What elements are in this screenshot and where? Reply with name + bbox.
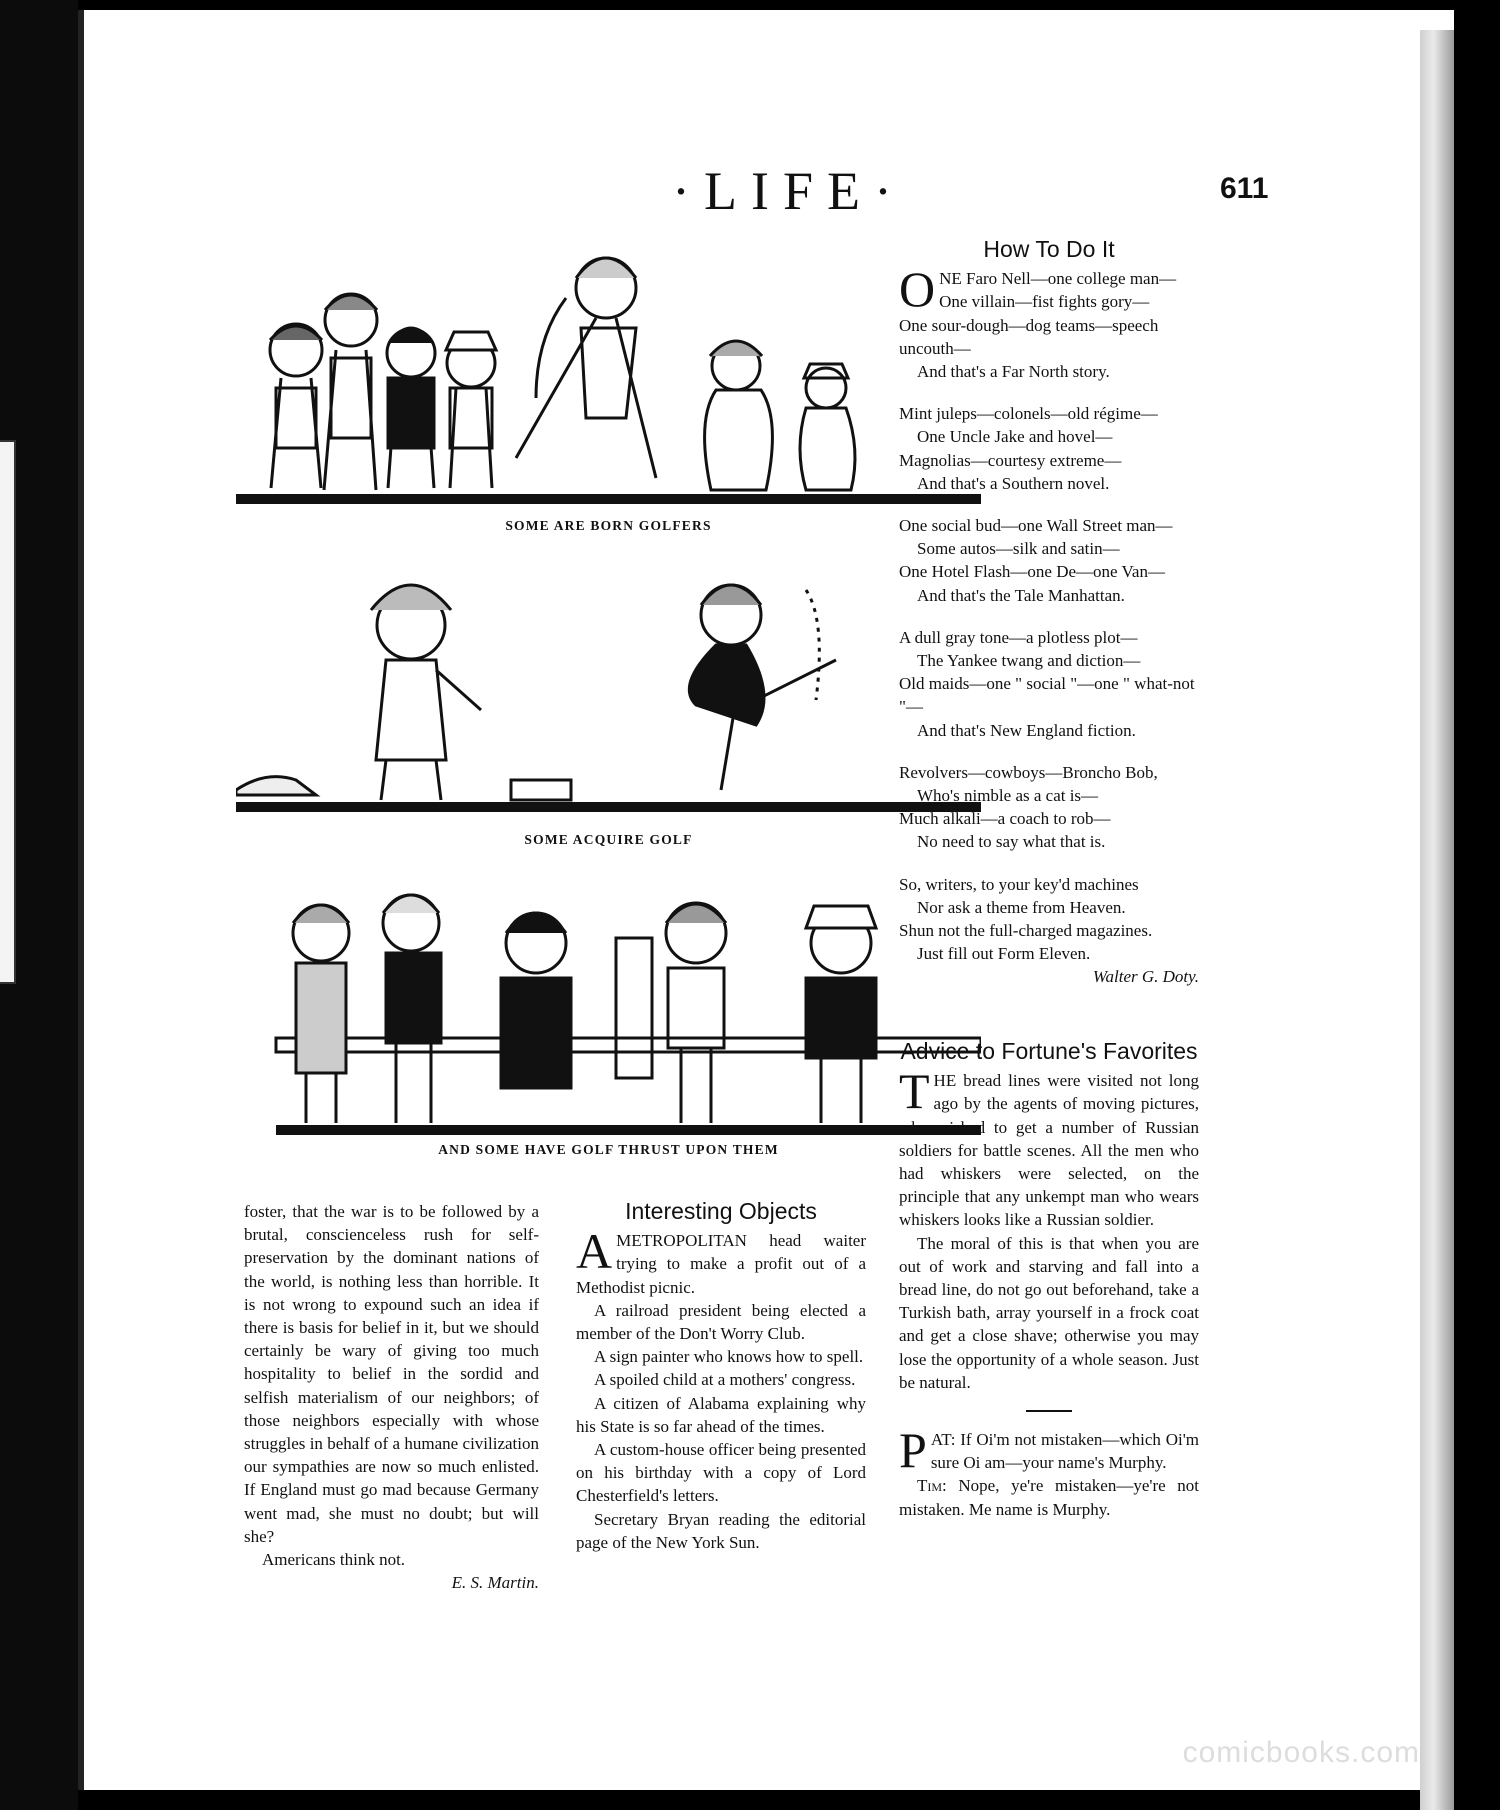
dropcap-t: T: [899, 1063, 930, 1120]
dropcap-a: A: [576, 1223, 613, 1280]
poem-line: And that's New England fiction.: [917, 720, 1136, 740]
poem-line: So, writers, to your key'd machines: [899, 874, 1139, 894]
joke-pat-label: AT:: [930, 1430, 956, 1450]
poem-stanzas: [899, 261, 1199, 965]
object-item: A custom-house officer being presented on his birthday with a copy of Lord Chesterfield's letters.: [576, 1440, 866, 1506]
poem-line: And that's the Tale Manhattan.: [917, 585, 1125, 605]
advice-paragraph-2: The moral of this is that when you are out of work and starving and fall into a bread line, do not go out beforehand, take a Turkish bath, array yourself in a frock coat and get a close shave; otherwise you may lose the opportunity of a whole season. Just be natural.: [899, 1233, 1199, 1392]
cartoon-acquire-golf: [236, 540, 981, 820]
caption-born-golfers: SOME ARE BORN GOLFERS: [505, 518, 712, 533]
caption-golf-thrust: AND SOME HAVE GOLF THRUST UPON THEM: [438, 1142, 779, 1157]
joke-tim-label: Tim:: [917, 1476, 947, 1496]
stanza-gap: [899, 742, 1199, 761]
poem-line: One villain—fist fights gory—: [939, 292, 1150, 312]
poem-line: Much alkali—a coach to rob—: [899, 809, 1111, 829]
stanza-gap: [899, 607, 1199, 626]
editorial-closing: Americans think not.: [262, 1550, 406, 1570]
poem-line: One Hotel Flash—one De—one Van—: [899, 562, 1165, 582]
poem-line: No need to say what that is.: [917, 832, 1106, 852]
advice-article: [899, 1040, 1199, 1521]
interesting-objects-column: [576, 1200, 866, 1554]
cartoon-golf-thrust: [236, 878, 981, 1143]
facing-page-edge: [0, 440, 16, 984]
object-item: A railroad president being elected a member of the Don't Worry Club.: [576, 1300, 866, 1344]
joke-pat-line: If Oi'm not mistaken—which Oi'm sure Oi am—your name's Murphy.: [930, 1430, 1199, 1473]
editorial-column: [244, 1200, 539, 1594]
poem-line: One sour-dough—dog teams—speech uncouth—: [899, 315, 1159, 358]
poem-how-to-do-it: [899, 238, 1199, 989]
poem-line: Mint juleps—colonels—old régime—: [899, 404, 1158, 424]
masthead: ·LIFE·: [672, 161, 906, 221]
poem-line: Just fill out Form Eleven.: [917, 944, 1091, 964]
poem-line-text: NE Faro Nell—one college man—: [939, 269, 1177, 289]
page-number: 611: [1220, 172, 1269, 205]
binding-spine: [0, 0, 78, 1810]
page-edge: [1420, 30, 1454, 1810]
joke-tim-line: Nope, ye're mistaken—ye're not mistaken. Me name is Murphy.: [899, 1476, 1199, 1519]
interesting-objects-intro: METROPOLITAN head waiter trying to make a profit out of a Methodist picnic.: [576, 1231, 866, 1297]
poem-line: Nor ask a theme from Heaven.: [917, 897, 1126, 917]
poem-line: One Uncle Jake and hovel—: [917, 427, 1113, 447]
cartoon-panel-acquire-golf: [236, 540, 981, 820]
cartoon-panel-golf-thrust: [236, 878, 981, 1143]
poem-line: Old maids—one " social "—one " what-not "—: [899, 674, 1195, 717]
object-item: Secretary Bryan reading the editorial page of the New York Sun.: [576, 1509, 866, 1552]
stanza-gap: [899, 383, 1199, 402]
caption-acquire-golf: SOME ACQUIRE GOLF: [524, 832, 693, 847]
poem-line: And that's a Southern novel.: [917, 473, 1110, 493]
advice-title: Advice to Fortune's Favorites: [900, 1038, 1198, 1064]
poem-line: Some autos—silk and satin—: [917, 539, 1120, 559]
dropcap-p: P: [899, 1422, 927, 1479]
cartoon-born-golfers: [236, 238, 981, 513]
watermark: comicbooks.com: [1182, 1736, 1420, 1769]
editorial-paragraph: foster, that the war is to be followed by a brutal, consciencelеss rush for self-preservation by the dominant nations of the world, is nothing less than horrible. It is not wrong to expound such an idea if there is basis for belief in it, but we should certainly be wary of giving too much hospitality to belief in the sordid and selfish materialism of our neighbors; of those neighbors especially with whose struggles in behalf of a humane civilization our sympathies are now so much enlisted. If England must go mad because Germany went mad, she must no doubt; but will she?: [244, 1202, 539, 1546]
poem-line: The Yankee twang and diction—: [917, 651, 1141, 671]
dropcap-o: O: [899, 261, 936, 318]
object-item: A citizen of Alabama explaining why his State is so far ahead of the times.: [576, 1393, 866, 1436]
stanza-gap: [899, 495, 1199, 514]
poem-line: And that's a Far North story.: [917, 362, 1110, 382]
poem-line: A dull gray tone—a plotless plot—: [899, 627, 1138, 647]
editorial-signature: E. S. Martin.: [451, 1573, 539, 1593]
poem-author: Walter G. Doty.: [1092, 967, 1199, 987]
object-item: A spoiled child at a mothers' congress.: [594, 1370, 856, 1390]
poem-line: One social bud—one Wall Street man—: [899, 516, 1173, 536]
stanza-gap: [899, 854, 1199, 873]
cartoon-panel-born-golfers: [236, 238, 981, 513]
object-item: A sign painter who knows how to spell.: [594, 1347, 864, 1367]
poem-line: Revolvers—cowboys—Broncho Bob,: [899, 762, 1158, 782]
poem-line: Shun not the full-charged magazines.: [899, 921, 1153, 941]
poem-title: How To Do It: [983, 236, 1115, 262]
magazine-page: [78, 10, 1454, 1790]
section-divider: [1026, 1410, 1072, 1412]
advice-paragraph-1: HE bread lines were visited not long ago by the agents of moving pictures, who wished to get a number of Russian soldiers for battle scenes. All the men who had whiskers were selected, on the principle that any unkempt man who wears whiskers looks like a Russian soldier.: [899, 1071, 1199, 1230]
poem-line: Who's nimble as a cat is—: [917, 786, 1099, 806]
interesting-objects-title: Interesting Objects: [625, 1198, 817, 1224]
poem-line: Magnolias—courtesy extreme—: [899, 450, 1122, 470]
